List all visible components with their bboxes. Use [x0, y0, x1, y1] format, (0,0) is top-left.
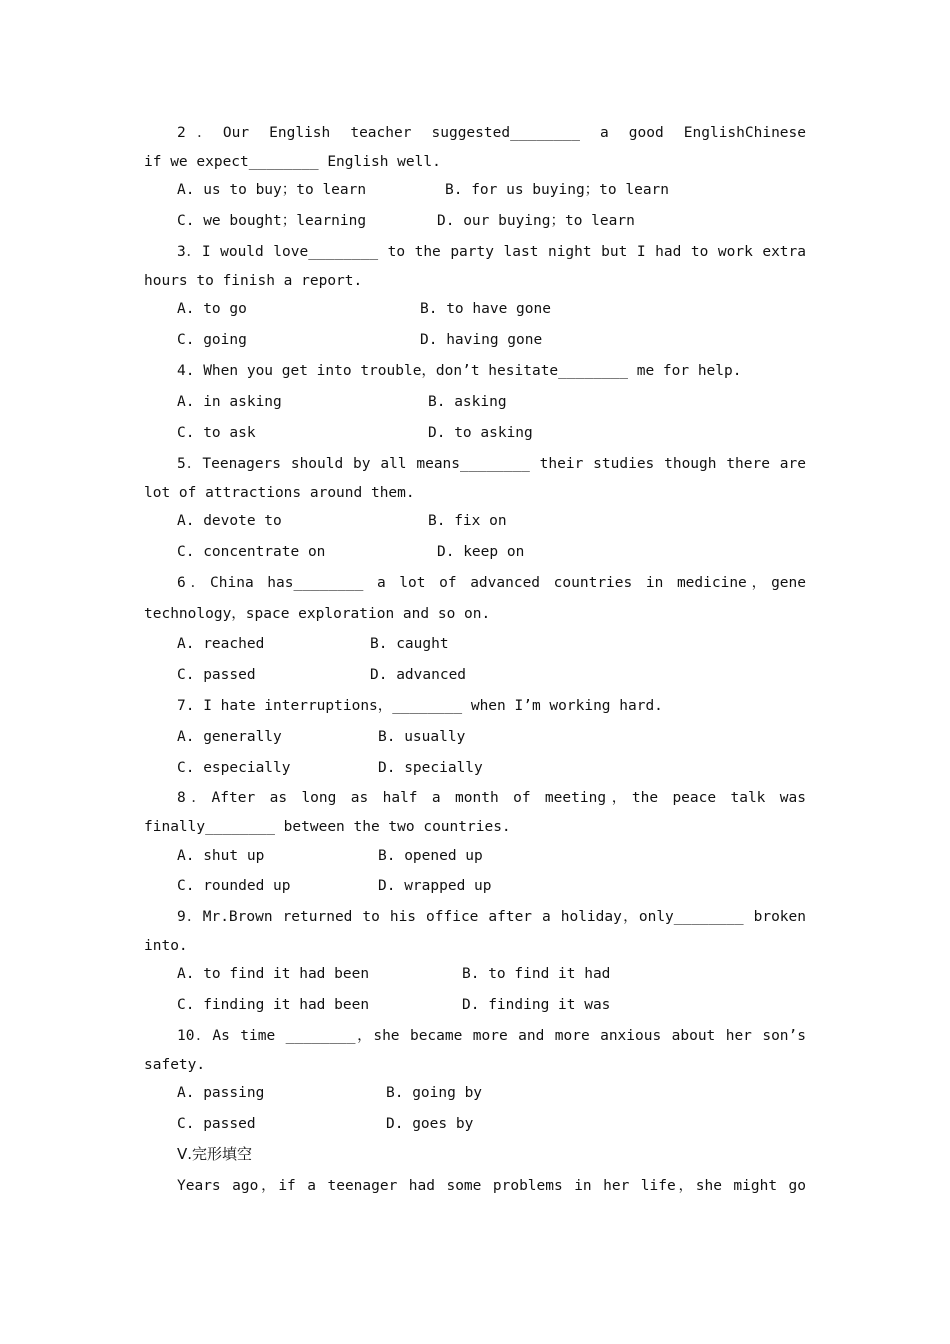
- option-d: D. keep on: [437, 544, 525, 560]
- option-d: D. our buying；to learn: [437, 213, 635, 229]
- question-2-options-row-1: [177, 179, 806, 201]
- option-a: A. reached: [177, 636, 265, 652]
- option-d: D. finding it was: [462, 997, 611, 1013]
- option-c: C. concentrate on: [177, 544, 326, 560]
- option-c: C. going: [177, 332, 247, 348]
- option-d: D. having gone: [420, 332, 543, 348]
- question-10-stem-line-2: safety.: [144, 1057, 206, 1073]
- question-3-options-row-1: [177, 298, 806, 320]
- question-9-stem-line-2: into.: [144, 938, 188, 954]
- option-c: C. to ask: [177, 425, 256, 441]
- option-a: A. to find it had been: [177, 966, 370, 982]
- option-b: B. fix on: [428, 513, 507, 529]
- section-heading: Ⅴ.完形填空: [177, 1145, 253, 1163]
- question-7-options-row-1: [177, 726, 806, 748]
- question-4-options-row-1: [177, 391, 806, 413]
- option-a: A. generally: [177, 729, 282, 745]
- question-6-stem-line-1: 6．China has________ a lot of advanced countries in medicine，gene: [177, 575, 806, 591]
- question-3-options-row-2: [177, 329, 806, 351]
- question-2-options-row-2: [177, 210, 806, 232]
- option-b: B. to have gone: [420, 301, 551, 317]
- option-c: C. finding it had been: [177, 997, 370, 1013]
- option-b: B. to find it had: [462, 966, 611, 982]
- question-9-options-row-1: [177, 963, 806, 985]
- question-6-options-row-1: [177, 633, 806, 655]
- question-10-options-row-2: [177, 1113, 806, 1135]
- question-8-options-row-2: [177, 875, 806, 897]
- question-9-options-row-2: [177, 994, 806, 1016]
- question-4-stem-line-1: 4. When you get into trouble，don’t hesitate________ me for help.: [177, 363, 742, 379]
- question-10-options-row-1: [177, 1082, 806, 1104]
- option-d: D. advanced: [370, 667, 467, 683]
- option-b: B. usually: [378, 729, 466, 745]
- option-b: B. going by: [386, 1085, 483, 1101]
- option-a: A. devote to: [177, 513, 282, 529]
- option-c: C. rounded up: [177, 878, 291, 894]
- question-5-stem-line-2: lot of attractions around them.: [144, 485, 415, 501]
- option-a: A. to go: [177, 301, 247, 317]
- question-8-stem-line-1: 8．After as long as half a month of meeting，the peace talk was: [177, 790, 806, 806]
- option-a: A. in asking: [177, 394, 282, 410]
- question-6-stem-line-2: technology，space exploration and so on.: [144, 606, 491, 622]
- option-c: C. passed: [177, 1116, 256, 1132]
- option-a: A. us to buy；to learn: [177, 182, 367, 198]
- option-d: D. to asking: [428, 425, 533, 441]
- question-10-stem-line-1: 10．As time ________，she became more and more anxious about her son’s: [177, 1028, 806, 1044]
- question-3-stem-line-1: 3．I would love________ to the party last night but I had to work extra: [177, 244, 806, 260]
- passage-first-line: Years ago，if a teenager had some problems in her life，she might go: [177, 1178, 806, 1194]
- option-c: C. we bought；learning: [177, 213, 367, 229]
- question-4-options-row-2: [177, 422, 806, 444]
- question-7-options-row-2: [177, 757, 806, 779]
- option-b: B. asking: [428, 394, 507, 410]
- option-c: C. especially: [177, 760, 291, 776]
- option-b: B. caught: [370, 636, 449, 652]
- question-2-stem-line-2: if we expect________ English well.: [144, 154, 441, 170]
- option-d: D. wrapped up: [378, 878, 492, 894]
- question-9-stem-line-1: 9．Mr.Brown returned to his office after a holiday，only________ broken: [177, 909, 806, 925]
- question-3-stem-line-2: hours to finish a report.: [144, 273, 363, 289]
- option-c: C. passed: [177, 667, 256, 683]
- question-8-options-row-1: [177, 845, 806, 867]
- question-5-stem-line-1: 5．Teenagers should by all means________ their studies though there are: [177, 456, 806, 472]
- question-6-options-row-2: [177, 664, 806, 686]
- option-a: A. shut up: [177, 848, 265, 864]
- question-5-options-row-2: [177, 541, 806, 563]
- option-b: B. for us buying；to learn: [445, 182, 670, 198]
- question-8-stem-line-2: finally________ between the two countries.: [144, 819, 511, 835]
- question-7-stem-line-1: 7. I hate interruptions，________ when I’m working hard.: [177, 698, 663, 714]
- question-5-options-row-1: [177, 510, 806, 532]
- option-a: A. passing: [177, 1085, 265, 1101]
- option-d: D. goes by: [386, 1116, 474, 1132]
- option-d: D. specially: [378, 760, 483, 776]
- option-b: B. opened up: [378, 848, 483, 864]
- question-2-stem-line-1: 2．Our English teacher suggested________ a good EnglishChinese: [177, 125, 806, 141]
